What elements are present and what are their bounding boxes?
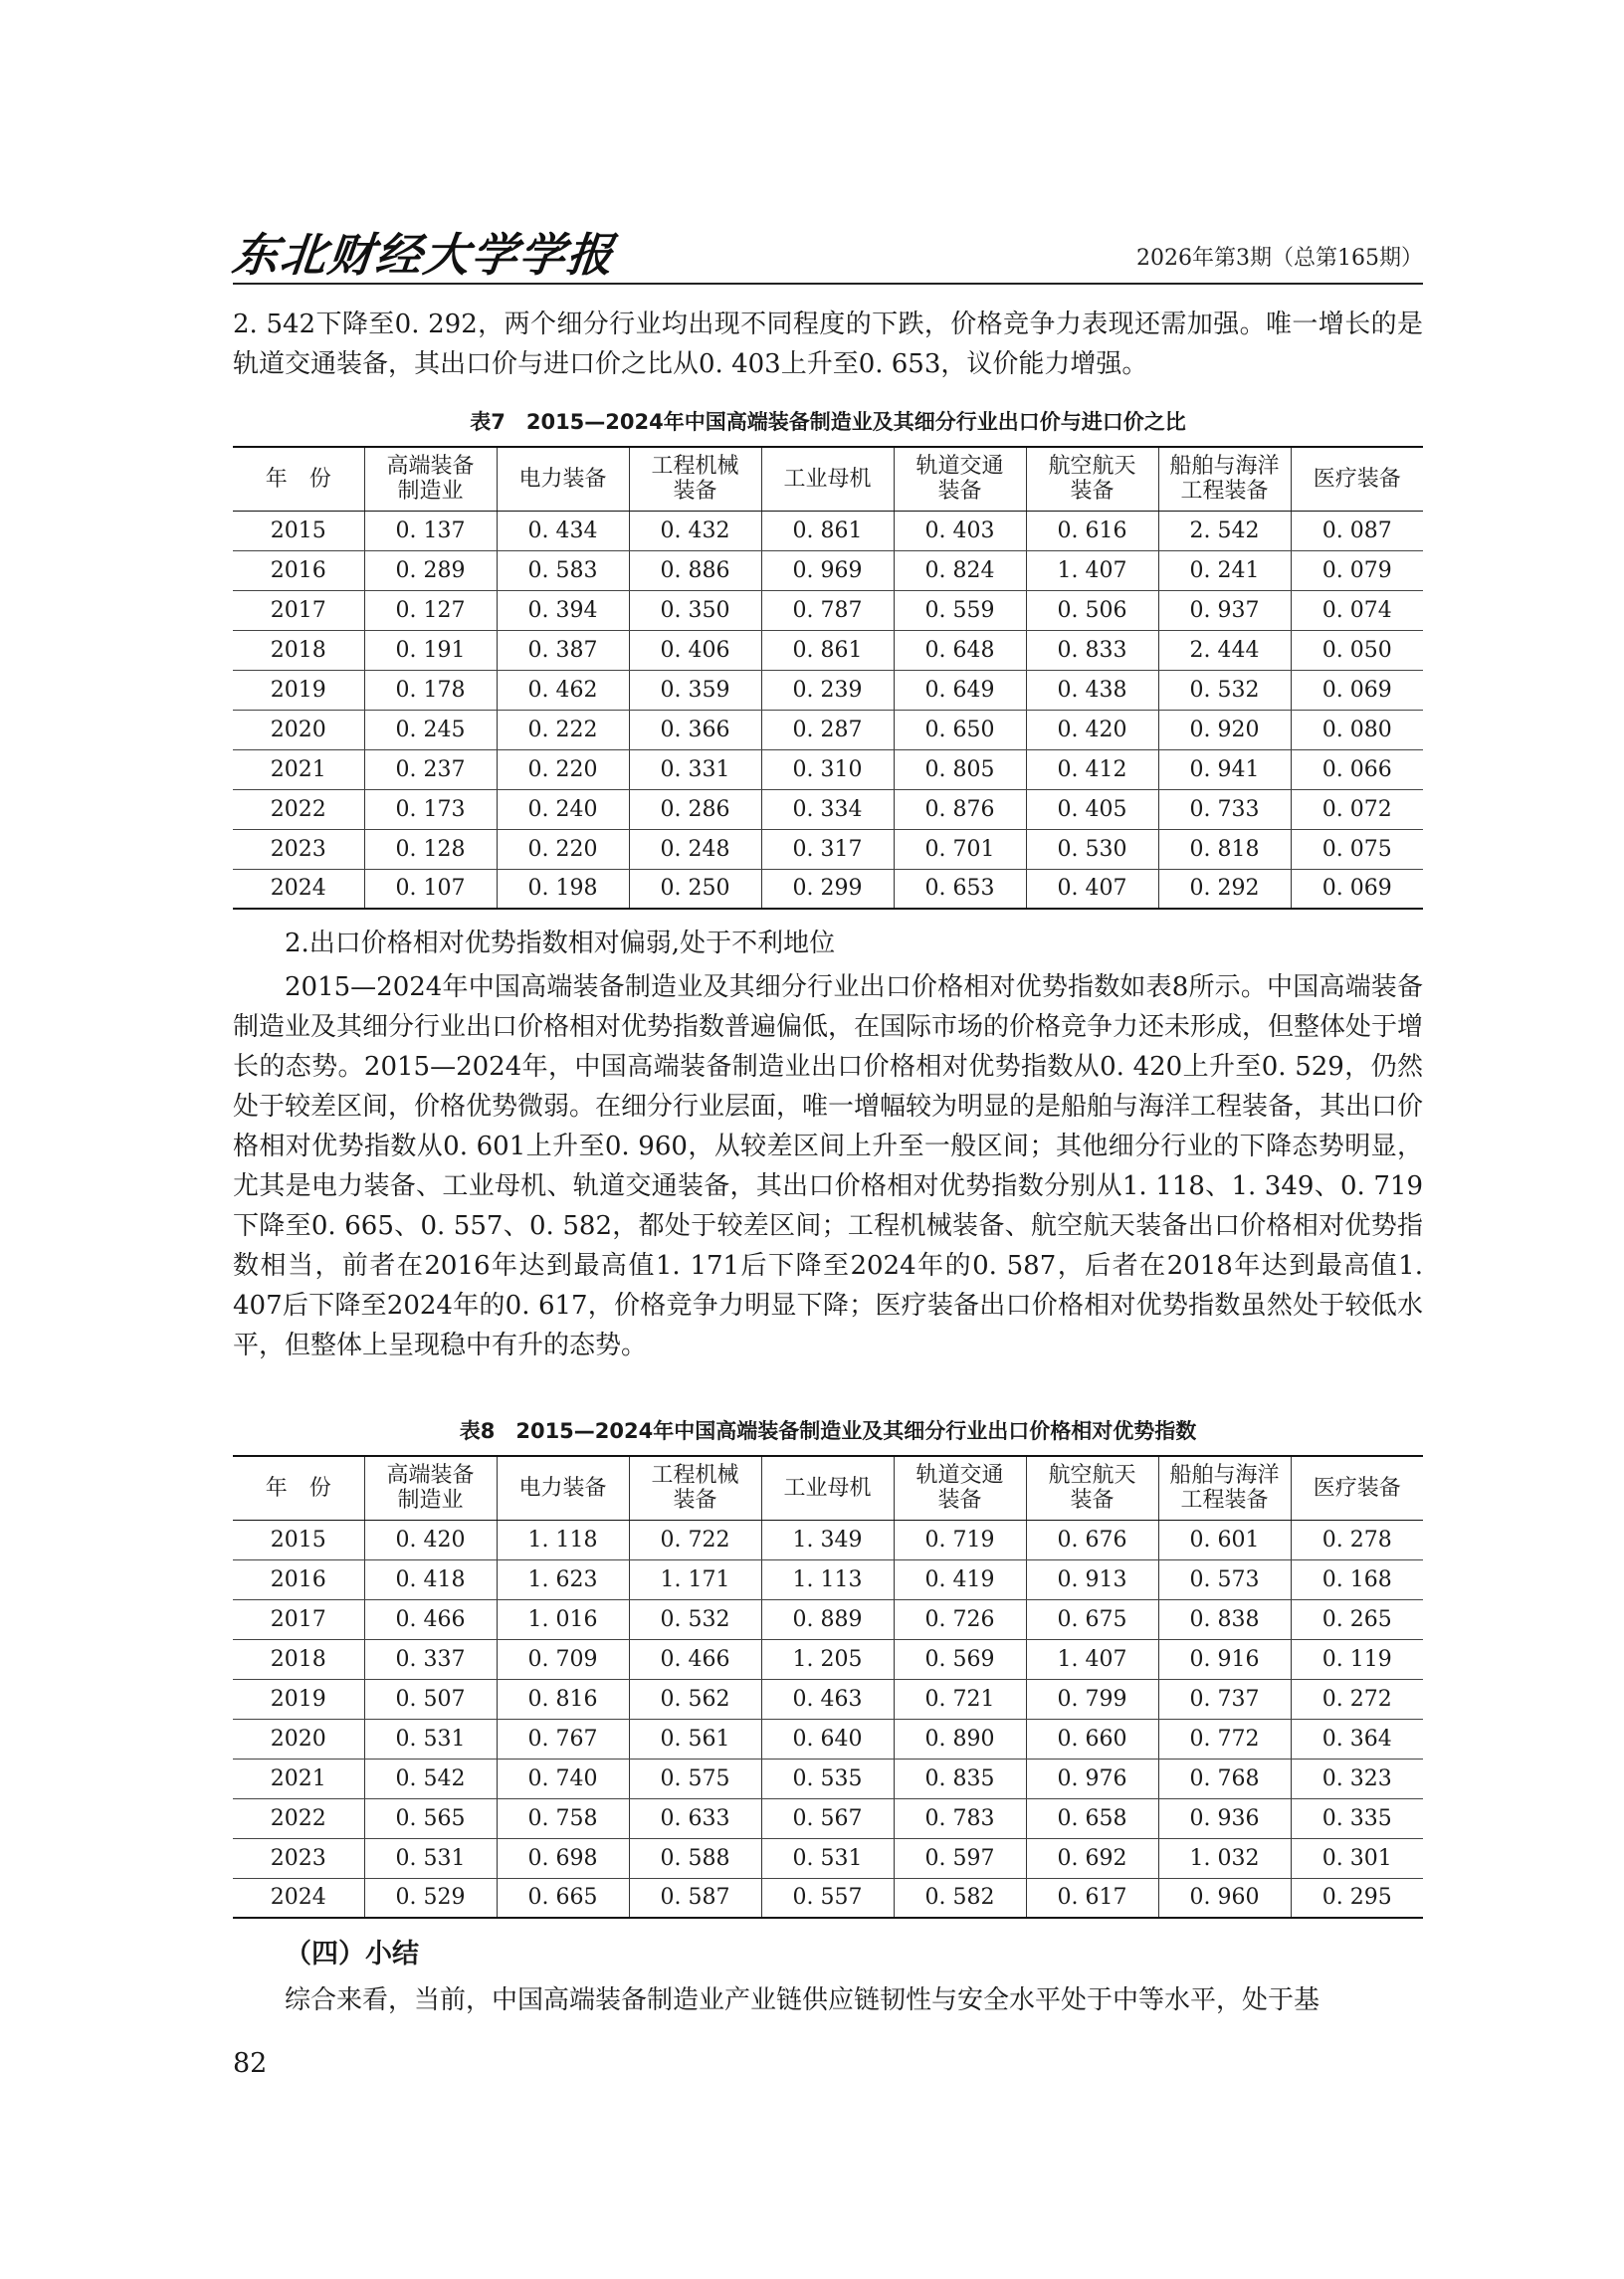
value-cell: 0. 861 bbox=[761, 511, 894, 550]
value-cell: 0. 241 bbox=[1158, 550, 1291, 590]
value-cell: 0. 317 bbox=[761, 829, 894, 869]
value-cell: 0. 886 bbox=[629, 550, 761, 590]
value-cell: 0. 350 bbox=[629, 590, 761, 630]
value-cell: 0. 709 bbox=[497, 1639, 629, 1679]
value-cell: 0. 758 bbox=[497, 1798, 629, 1838]
value-cell: 0. 466 bbox=[629, 1639, 761, 1679]
value-cell: 0. 698 bbox=[497, 1838, 629, 1878]
value-cell: 0. 412 bbox=[1026, 749, 1158, 789]
value-cell: 0. 597 bbox=[894, 1838, 1026, 1878]
year-cell: 2020 bbox=[233, 1719, 364, 1759]
value-cell: 0. 394 bbox=[497, 590, 629, 630]
value-cell: 0. 420 bbox=[364, 1520, 497, 1559]
year-cell: 2015 bbox=[233, 1520, 364, 1559]
value-cell: 0. 937 bbox=[1158, 590, 1291, 630]
value-cell: 0. 838 bbox=[1158, 1599, 1291, 1639]
value-cell: 0. 438 bbox=[1026, 670, 1158, 710]
value-cell: 0. 178 bbox=[364, 670, 497, 710]
value-cell: 0. 286 bbox=[629, 789, 761, 829]
value-cell: 0. 676 bbox=[1026, 1520, 1158, 1559]
value-cell: 0. 960 bbox=[1158, 1878, 1291, 1918]
value-cell: 0. 733 bbox=[1158, 789, 1291, 829]
table-row bbox=[233, 1599, 1423, 1639]
table8-header-cell: 工业母机 bbox=[761, 1456, 894, 1520]
value-cell: 0. 405 bbox=[1026, 789, 1158, 829]
table8-header-cell: 高端装备 制造业 bbox=[364, 1456, 497, 1520]
value-cell: 0. 889 bbox=[761, 1599, 894, 1639]
table-row bbox=[233, 1759, 1423, 1798]
value-cell: 0. 072 bbox=[1291, 789, 1423, 829]
table7-header-cell: 轨道交通 装备 bbox=[894, 447, 1026, 511]
value-cell: 0. 650 bbox=[894, 710, 1026, 749]
value-cell: 0. 050 bbox=[1291, 630, 1423, 670]
table7 bbox=[233, 446, 1423, 910]
value-cell: 0. 245 bbox=[364, 710, 497, 749]
value-cell: 0. 364 bbox=[1291, 1719, 1423, 1759]
table8-header-cell: 轨道交通 装备 bbox=[894, 1456, 1026, 1520]
value-cell: 0. 079 bbox=[1291, 550, 1423, 590]
value-cell: 0. 692 bbox=[1026, 1838, 1158, 1878]
value-cell: 0. 075 bbox=[1291, 829, 1423, 869]
value-cell: 0. 861 bbox=[761, 630, 894, 670]
year-cell: 2021 bbox=[233, 749, 364, 789]
year-cell: 2016 bbox=[233, 1559, 364, 1599]
value-cell: 0. 573 bbox=[1158, 1559, 1291, 1599]
value-cell: 0. 575 bbox=[629, 1759, 761, 1798]
value-cell: 0. 069 bbox=[1291, 869, 1423, 909]
value-cell: 0. 240 bbox=[497, 789, 629, 829]
value-cell: 0. 737 bbox=[1158, 1679, 1291, 1719]
value-cell: 1. 623 bbox=[497, 1559, 629, 1599]
value-cell: 0. 976 bbox=[1026, 1759, 1158, 1798]
value-cell: 0. 359 bbox=[629, 670, 761, 710]
value-cell: 0. 289 bbox=[364, 550, 497, 590]
table7-header-cell: 航空航天 装备 bbox=[1026, 447, 1158, 511]
value-cell: 0. 582 bbox=[894, 1878, 1026, 1918]
table-row bbox=[233, 829, 1423, 869]
table-row bbox=[233, 1679, 1423, 1719]
value-cell: 0. 569 bbox=[894, 1639, 1026, 1679]
table7-header-cell: 高端装备 制造业 bbox=[364, 447, 497, 511]
value-cell: 0. 220 bbox=[497, 749, 629, 789]
value-cell: 0. 532 bbox=[629, 1599, 761, 1639]
value-cell: 0. 119 bbox=[1291, 1639, 1423, 1679]
value-cell: 0. 250 bbox=[629, 869, 761, 909]
value-cell: 0. 403 bbox=[894, 511, 1026, 550]
table7-header-cell: 船舶与海洋 工程装备 bbox=[1158, 447, 1291, 511]
value-cell: 0. 220 bbox=[497, 829, 629, 869]
value-cell: 0. 799 bbox=[1026, 1679, 1158, 1719]
value-cell: 0. 633 bbox=[629, 1798, 761, 1838]
year-cell: 2021 bbox=[233, 1759, 364, 1798]
table-row bbox=[233, 1639, 1423, 1679]
value-cell: 0. 913 bbox=[1026, 1559, 1158, 1599]
value-cell: 0. 818 bbox=[1158, 829, 1291, 869]
value-cell: 0. 649 bbox=[894, 670, 1026, 710]
value-cell: 0. 787 bbox=[761, 590, 894, 630]
table-row bbox=[233, 1559, 1423, 1599]
value-cell: 0. 066 bbox=[1291, 749, 1423, 789]
value-cell: 1. 171 bbox=[629, 1559, 761, 1599]
value-cell: 0. 080 bbox=[1291, 710, 1423, 749]
value-cell: 0. 772 bbox=[1158, 1719, 1291, 1759]
value-cell: 0. 768 bbox=[1158, 1759, 1291, 1798]
value-cell: 0. 824 bbox=[894, 550, 1026, 590]
value-cell: 0. 675 bbox=[1026, 1599, 1158, 1639]
table8-body bbox=[233, 1520, 1423, 1918]
intro-paragraph: 2. 542下降至0. 292，两个细分行业均出现不同程度的下跌，价格竞争力表现还需加强。唯一增长的是轨道交通装备，其出口价与进口价之比从0. 403上升至0. 653，议价能力增强。 bbox=[233, 310, 1423, 379]
year-cell: 2023 bbox=[233, 1838, 364, 1878]
table7-header-cell: 电力装备 bbox=[497, 447, 629, 511]
table-row bbox=[233, 1878, 1423, 1918]
value-cell: 0. 463 bbox=[761, 1679, 894, 1719]
value-cell: 0. 721 bbox=[894, 1679, 1026, 1719]
table8-header-cell: 航空航天 装备 bbox=[1026, 1456, 1158, 1520]
value-cell: 0. 107 bbox=[364, 869, 497, 909]
value-cell: 0. 529 bbox=[364, 1878, 497, 1918]
value-cell: 0. 432 bbox=[629, 511, 761, 550]
value-cell: 0. 074 bbox=[1291, 590, 1423, 630]
value-cell: 0. 506 bbox=[1026, 590, 1158, 630]
value-cell: 0. 299 bbox=[761, 869, 894, 909]
table-row bbox=[233, 869, 1423, 909]
table7-caption: 表7 2015—2024年中国高端装备制造业及其细分行业出口价与进口价之比 bbox=[470, 410, 1186, 434]
section4-heading: （四）小结 bbox=[285, 1939, 419, 1969]
value-cell: 0. 617 bbox=[1026, 1878, 1158, 1918]
value-cell: 0. 248 bbox=[629, 829, 761, 869]
table7-header-cell: 年 份 bbox=[233, 447, 364, 511]
value-cell: 0. 726 bbox=[894, 1599, 1026, 1639]
value-cell: 0. 805 bbox=[894, 749, 1026, 789]
value-cell: 0. 420 bbox=[1026, 710, 1158, 749]
value-cell: 0. 583 bbox=[497, 550, 629, 590]
value-cell: 0. 462 bbox=[497, 670, 629, 710]
value-cell: 0. 542 bbox=[364, 1759, 497, 1798]
table-row bbox=[233, 550, 1423, 590]
value-cell: 0. 366 bbox=[629, 710, 761, 749]
table-row bbox=[233, 1798, 1423, 1838]
value-cell: 0. 127 bbox=[364, 590, 497, 630]
header-rule bbox=[233, 283, 1423, 285]
value-cell: 0. 334 bbox=[761, 789, 894, 829]
journal-logo: 东北财经大学学报 bbox=[229, 228, 618, 282]
value-cell: 0. 087 bbox=[1291, 511, 1423, 550]
table7-body bbox=[233, 511, 1423, 909]
table8-header-cell: 医疗装备 bbox=[1291, 1456, 1423, 1520]
table-row bbox=[233, 749, 1423, 789]
value-cell: 1. 349 bbox=[761, 1520, 894, 1559]
value-cell: 0. 767 bbox=[497, 1719, 629, 1759]
value-cell: 0. 532 bbox=[1158, 670, 1291, 710]
value-cell: 0. 535 bbox=[761, 1759, 894, 1798]
value-cell: 0. 191 bbox=[364, 630, 497, 670]
value-cell: 0. 531 bbox=[761, 1838, 894, 1878]
subsection2-heading: 2.出口价格相对优势指数相对偏弱,处于不利地位 bbox=[285, 929, 836, 958]
value-cell: 0. 648 bbox=[894, 630, 1026, 670]
value-cell: 0. 301 bbox=[1291, 1838, 1423, 1878]
value-cell: 0. 265 bbox=[1291, 1599, 1423, 1639]
year-cell: 2019 bbox=[233, 670, 364, 710]
value-cell: 0. 531 bbox=[364, 1838, 497, 1878]
value-cell: 0. 335 bbox=[1291, 1798, 1423, 1838]
table-row bbox=[233, 789, 1423, 829]
value-cell: 0. 701 bbox=[894, 829, 1026, 869]
table-row bbox=[233, 1719, 1423, 1759]
value-cell: 0. 740 bbox=[497, 1759, 629, 1798]
value-cell: 0. 323 bbox=[1291, 1759, 1423, 1798]
year-cell: 2015 bbox=[233, 511, 364, 550]
value-cell: 0. 616 bbox=[1026, 511, 1158, 550]
table-row bbox=[233, 511, 1423, 550]
value-cell: 1. 113 bbox=[761, 1559, 894, 1599]
value-cell: 0. 816 bbox=[497, 1679, 629, 1719]
table-row bbox=[233, 1838, 1423, 1878]
value-cell: 1. 118 bbox=[497, 1520, 629, 1559]
value-cell: 0. 557 bbox=[761, 1878, 894, 1918]
value-cell: 0. 719 bbox=[894, 1520, 1026, 1559]
value-cell: 0. 419 bbox=[894, 1559, 1026, 1599]
value-cell: 0. 658 bbox=[1026, 1798, 1158, 1838]
value-cell: 0. 387 bbox=[497, 630, 629, 670]
table8-header-cell: 工程机械 装备 bbox=[629, 1456, 761, 1520]
table-row bbox=[233, 710, 1423, 749]
value-cell: 1. 407 bbox=[1026, 1639, 1158, 1679]
value-cell: 0. 310 bbox=[761, 749, 894, 789]
value-cell: 0. 722 bbox=[629, 1520, 761, 1559]
value-cell: 0. 653 bbox=[894, 869, 1026, 909]
year-cell: 2022 bbox=[233, 789, 364, 829]
value-cell: 0. 337 bbox=[364, 1639, 497, 1679]
value-cell: 0. 069 bbox=[1291, 670, 1423, 710]
year-cell: 2018 bbox=[233, 1639, 364, 1679]
value-cell: 0. 833 bbox=[1026, 630, 1158, 670]
year-cell: 2016 bbox=[233, 550, 364, 590]
value-cell: 0. 835 bbox=[894, 1759, 1026, 1798]
table-row bbox=[233, 590, 1423, 630]
running-head bbox=[229, 217, 1423, 282]
value-cell: 0. 936 bbox=[1158, 1798, 1291, 1838]
value-cell: 0. 587 bbox=[629, 1878, 761, 1918]
value-cell: 0. 530 bbox=[1026, 829, 1158, 869]
table8-header-cell: 年 份 bbox=[233, 1456, 364, 1520]
value-cell: 0. 407 bbox=[1026, 869, 1158, 909]
year-cell: 2017 bbox=[233, 590, 364, 630]
table7-header bbox=[233, 447, 1423, 511]
value-cell: 0. 920 bbox=[1158, 710, 1291, 749]
value-cell: 1. 205 bbox=[761, 1639, 894, 1679]
value-cell: 0. 272 bbox=[1291, 1679, 1423, 1719]
value-cell: 0. 278 bbox=[1291, 1520, 1423, 1559]
table-row bbox=[233, 630, 1423, 670]
value-cell: 0. 559 bbox=[894, 590, 1026, 630]
issue-info: 2026年第3期（总第165期） bbox=[1136, 246, 1423, 271]
value-cell: 0. 640 bbox=[761, 1719, 894, 1759]
value-cell: 1. 016 bbox=[497, 1599, 629, 1639]
value-cell: 0. 588 bbox=[629, 1838, 761, 1878]
page-number: 82 bbox=[233, 2048, 268, 2079]
value-cell: 0. 941 bbox=[1158, 749, 1291, 789]
table8 bbox=[233, 1455, 1423, 1919]
subsection2-paragraph: 2015—2024年中国高端装备制造业及其细分行业出口价格相对优势指数如表8所示。中国高端装备制造业及其细分行业出口价格相对优势指数普遍偏低，在国际市场的价格竞争力还未形成，但整体处于增长的态势。2015—2024年，中国高端装备制造业出口价格相对优势指数从0. 420上升至0. 529，仍然处于较差区间，价格优势微弱。在细分行业层面，唯一增幅较为明显的是船舶与海洋工程装备，其出口价格相对优势指数从0. 601上升至0. 960，从较差区间上升至一般区间；其他细分行业的下降态势明显，尤其是电力装备、工业母机、轨道交通装备，其出口价格相对优势指数分别从1. 118、1. 349、0. 719下降至0. 665、0. 557、0. 582，都处于较差区间；工程机械装备、航空航天装备出口价格相对优势指数相当，前者在2016年达到最高值1. 171后下降至2024年的0. 587，后者在2018年达到最高值1. 407后下降至2024年的0. 617，价格竞争力明显下降；医疗装备出口价格相对优势指数虽然处于较低水平，但整体上呈现稳中有升的态势。 bbox=[233, 972, 1424, 1360]
value-cell: 0. 969 bbox=[761, 550, 894, 590]
value-cell: 0. 601 bbox=[1158, 1520, 1291, 1559]
value-cell: 0. 876 bbox=[894, 789, 1026, 829]
table8-caption: 表8 2015—2024年中国高端装备制造业及其细分行业出口价格相对优势指数 bbox=[459, 1419, 1197, 1443]
value-cell: 0. 239 bbox=[761, 670, 894, 710]
value-cell: 0. 331 bbox=[629, 749, 761, 789]
year-cell: 2024 bbox=[233, 1878, 364, 1918]
value-cell: 0. 128 bbox=[364, 829, 497, 869]
year-cell: 2020 bbox=[233, 710, 364, 749]
value-cell: 0. 783 bbox=[894, 1798, 1026, 1838]
value-cell: 2. 444 bbox=[1158, 630, 1291, 670]
value-cell: 0. 198 bbox=[497, 869, 629, 909]
value-cell: 0. 295 bbox=[1291, 1878, 1423, 1918]
year-cell: 2023 bbox=[233, 829, 364, 869]
year-cell: 2017 bbox=[233, 1599, 364, 1639]
value-cell: 2. 542 bbox=[1158, 511, 1291, 550]
value-cell: 0. 561 bbox=[629, 1719, 761, 1759]
value-cell: 0. 418 bbox=[364, 1559, 497, 1599]
table-row bbox=[233, 670, 1423, 710]
value-cell: 0. 660 bbox=[1026, 1719, 1158, 1759]
section4-paragraph: 综合来看，当前，中国高端装备制造业产业链供应链韧性与安全水平处于中等水平，处于基 bbox=[285, 1985, 1320, 2015]
table-row bbox=[233, 1520, 1423, 1559]
value-cell: 0. 507 bbox=[364, 1679, 497, 1719]
value-cell: 0. 466 bbox=[364, 1599, 497, 1639]
table8-header bbox=[233, 1456, 1423, 1520]
value-cell: 0. 565 bbox=[364, 1798, 497, 1838]
table7-header-cell: 医疗装备 bbox=[1291, 447, 1423, 511]
value-cell: 0. 168 bbox=[1291, 1559, 1423, 1599]
value-cell: 0. 222 bbox=[497, 710, 629, 749]
value-cell: 0. 292 bbox=[1158, 869, 1291, 909]
table8-header-cell: 电力装备 bbox=[497, 1456, 629, 1520]
value-cell: 0. 173 bbox=[364, 789, 497, 829]
value-cell: 1. 407 bbox=[1026, 550, 1158, 590]
year-cell: 2022 bbox=[233, 1798, 364, 1838]
value-cell: 0. 665 bbox=[497, 1878, 629, 1918]
value-cell: 0. 562 bbox=[629, 1679, 761, 1719]
value-cell: 1. 032 bbox=[1158, 1838, 1291, 1878]
value-cell: 0. 916 bbox=[1158, 1639, 1291, 1679]
value-cell: 0. 137 bbox=[364, 511, 497, 550]
year-cell: 2018 bbox=[233, 630, 364, 670]
year-cell: 2024 bbox=[233, 869, 364, 909]
table8-header-cell: 船舶与海洋 工程装备 bbox=[1158, 1456, 1291, 1520]
value-cell: 0. 237 bbox=[364, 749, 497, 789]
value-cell: 0. 531 bbox=[364, 1719, 497, 1759]
value-cell: 0. 890 bbox=[894, 1719, 1026, 1759]
table7-header-cell: 工业母机 bbox=[761, 447, 894, 511]
value-cell: 0. 287 bbox=[761, 710, 894, 749]
table7-header-cell: 工程机械 装备 bbox=[629, 447, 761, 511]
year-cell: 2019 bbox=[233, 1679, 364, 1719]
value-cell: 0. 434 bbox=[497, 511, 629, 550]
value-cell: 0. 406 bbox=[629, 630, 761, 670]
value-cell: 0. 567 bbox=[761, 1798, 894, 1838]
